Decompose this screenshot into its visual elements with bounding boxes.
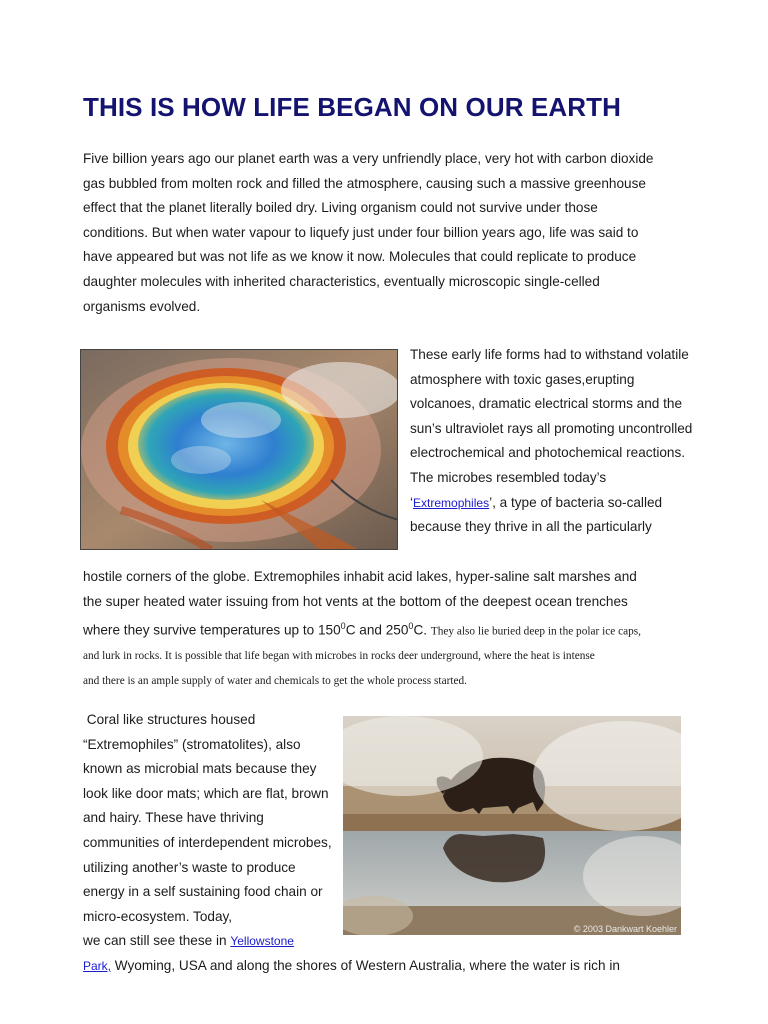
photo-credit: © 2003 Dankwart Koehler: [573, 924, 677, 934]
intro-line: daughter molecules with inherited characteristics, eventually microscopic single-celled: [83, 273, 600, 289]
temp-text: C and 250: [345, 622, 409, 638]
body-line: known as microbial mats because they: [83, 761, 317, 777]
body-text: Wyoming, USA and along the shores of Western Australia, where the water is rich in: [111, 958, 620, 973]
page-title: THIS IS HOW LIFE BEGAN ON OUR EARTH: [83, 92, 621, 122]
body-line: brown and hairy. These have thriving: [83, 785, 329, 826]
body-line: the super heated water issuing from hot vents at the bottom of the deepest ocean trenches: [83, 593, 628, 609]
body-line: gases,erupting volcanoes, dramatic: [410, 371, 635, 412]
serif-line: and lurk in rocks. It is possible that life began with microbes in rocks deer underground, where the heat is intense: [83, 650, 595, 663]
intro-line: effect that the planet literally boiled dry. Living organism could not survive under those: [83, 200, 598, 216]
body-line: rays all promoting uncontrolled: [507, 420, 693, 436]
temperature-line: [83, 614, 703, 644]
body-line: “Extremophiles” (stromatolites), also: [83, 736, 301, 752]
intro-line: conditions. But when water vapour to liquefy just under four billion years ago, life was said to: [83, 224, 639, 240]
link-suffix: ’, a type of bacteria so-called: [489, 494, 663, 510]
body-line: look like door mats; which are flat,: [83, 785, 288, 801]
park-link[interactable]: Park,: [83, 959, 112, 973]
temp-text: C.: [413, 622, 431, 638]
stromatolites-continued: [83, 954, 703, 979]
hot-spring-image: [80, 349, 398, 550]
body-line: electrical storms and the sun’s ultraviolet: [410, 396, 682, 436]
body-line: produce energy in a self sustaining: [83, 859, 296, 900]
yellowstone-link[interactable]: Yellowstone: [230, 934, 294, 949]
intro-line: gas bubbled from molten rock and filled the atmosphere, causing such a massive greenhouse: [83, 175, 646, 191]
temp-text: where they survive temperatures up to 150: [83, 622, 341, 638]
extremophiles-continued: [83, 565, 703, 694]
degree-superscript: 0: [408, 621, 414, 632]
body-line-with-link: [83, 954, 703, 979]
intro-line: organisms evolved.: [83, 298, 201, 314]
extremophiles-column: [410, 343, 700, 540]
body-line: volatile atmosphere with toxic: [410, 347, 689, 387]
serif-line: and there is an ample supply of water and chemicals to get the whole process started.: [83, 674, 467, 687]
body-line: microbes, utilizing another’s waste to: [83, 834, 332, 875]
body-line: because they thrive in all the particularly: [410, 519, 652, 535]
bison-image: [343, 716, 681, 935]
body-line-with-link: [83, 929, 333, 954]
body-text: we can still see these in: [83, 933, 231, 949]
quote-open: ‘: [410, 494, 414, 510]
extremophiles-link[interactable]: Extremophiles: [413, 495, 490, 510]
degree-superscript: 0: [340, 621, 346, 632]
body-line-with-link: [410, 491, 700, 516]
intro-line: Five billion years ago our planet earth was a very unfriendly place, very hot with carbon dioxide: [83, 151, 654, 166]
stromatolites-column: [83, 708, 333, 954]
body-line: These early life forms had to withstand: [410, 347, 643, 362]
body-line: reactions. The microbes resembled today’s: [410, 445, 686, 485]
intro-paragraph: [83, 147, 683, 319]
body-line: communities of interdependent: [83, 834, 269, 850]
body-line: electrochemical and photochemical: [410, 445, 623, 461]
body-line: Coral like structures housed: [83, 712, 256, 727]
serif-text: They also lie buried deep in the polar ice caps,: [430, 625, 641, 638]
body-line: food chain or micro-ecosystem. Today,: [83, 884, 323, 924]
intro-line: have appeared but was not life as we know it now. Molecules that could replicate to produce: [83, 249, 637, 265]
body-line: hostile corners of the globe. Extremophiles inhabit acid lakes, hyper-saline salt marshes and: [83, 569, 637, 584]
